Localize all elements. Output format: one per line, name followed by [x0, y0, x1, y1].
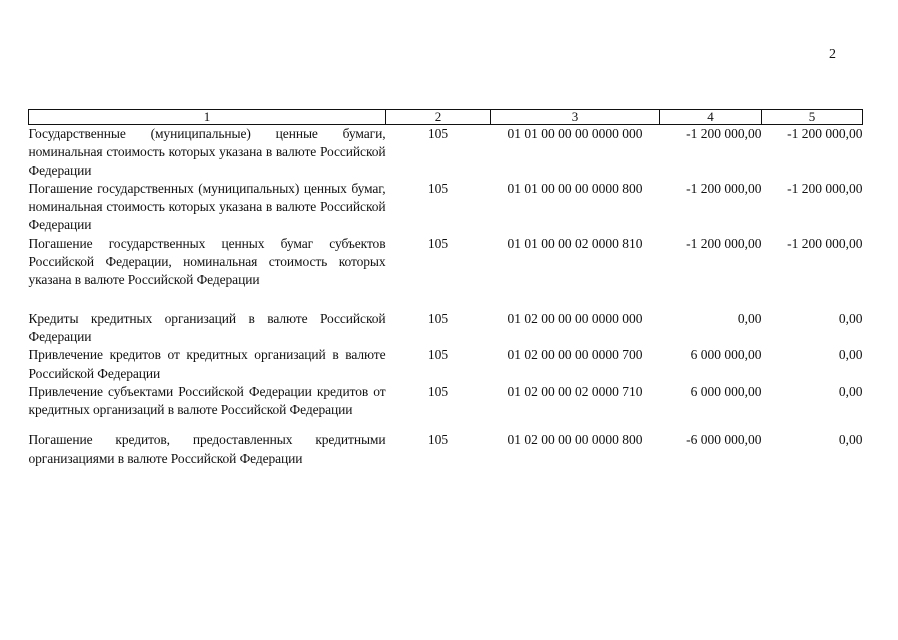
- row-budget-code: 01 02 00 00 00 0000 700: [507, 347, 643, 363]
- table-row: [29, 431, 863, 468]
- row-sum-year-1: 6 000 000,00: [690, 383, 762, 399]
- table-row: [29, 125, 863, 180]
- budget-sources-table: [28, 109, 863, 468]
- table-row: [29, 310, 863, 347]
- row-admin-code: 105: [427, 432, 449, 448]
- row-sum-year-2: -1 200 000,00: [787, 180, 863, 196]
- row-admin-code: 105: [427, 347, 449, 363]
- row-sum-year-2: 0,00: [838, 347, 863, 363]
- row-budget-code: 01 01 00 00 02 0000 810: [507, 235, 643, 251]
- row-sum-year-1: 6 000 000,00: [690, 347, 762, 363]
- row-admin-code: 105: [427, 310, 449, 326]
- row-sum-year-2: -1 200 000,00: [787, 126, 863, 141]
- row-admin-code: 105: [427, 126, 449, 141]
- spacer-row: [29, 419, 863, 431]
- column-number-2: 2: [386, 110, 491, 125]
- column-number-header-row: [29, 110, 863, 125]
- row-name: Погашение кредитов, предоставленных кредитными организациями в валюте Российской Федерации: [28, 432, 386, 466]
- table-row: [29, 180, 863, 235]
- row-budget-code: 01 02 00 00 02 0000 710: [507, 383, 643, 399]
- column-number-1: 1: [29, 110, 386, 125]
- row-name: Привлечение субъектами Российской Федерации кредитов от кредитных организаций в валюте Российской Федерации: [28, 383, 386, 418]
- row-sum-year-1: 0,00: [737, 310, 762, 326]
- table-row: [29, 383, 863, 420]
- row-sum-year-1: -1 200 000,00: [686, 126, 762, 141]
- row-name: Погашение государственных ценных бумаг субъектов Российской Федерации, номинальная стоимость которых указана в валюте Российской Федерации: [28, 235, 386, 288]
- column-number-3: 3: [491, 110, 660, 125]
- column-number-5: 5: [762, 110, 863, 125]
- page-number: 2: [829, 47, 836, 62]
- row-sum-year-1: -1 200 000,00: [686, 235, 762, 251]
- row-name: Государственные (муниципальные) ценные бумаги, номинальная стоимость которых указана в валюте Российской Федерации: [28, 126, 386, 178]
- row-budget-code: 01 02 00 00 00 0000 000: [507, 310, 643, 326]
- row-sum-year-2: 0,00: [838, 383, 863, 399]
- row-name: Погашение государственных (муниципальных) ценных бумаг, номинальная стоимость которых указана в валюте Российской Федерации: [28, 180, 386, 233]
- row-admin-code: 105: [427, 235, 449, 251]
- row-sum-year-1: -6 000 000,00: [686, 432, 762, 448]
- spacer-row: [29, 290, 863, 310]
- row-admin-code: 105: [427, 383, 449, 399]
- column-number-4: 4: [660, 110, 762, 125]
- row-sum-year-2: 0,00: [838, 310, 863, 326]
- row-budget-code: 01 02 00 00 00 0000 800: [507, 432, 643, 448]
- row-sum-year-1: -1 200 000,00: [686, 180, 762, 196]
- table-row: [29, 235, 863, 290]
- table-row: [29, 346, 863, 383]
- row-budget-code: 01 01 00 00 00 0000 800: [507, 180, 643, 196]
- row-sum-year-2: 0,00: [838, 432, 863, 448]
- row-sum-year-2: -1 200 000,00: [787, 235, 863, 251]
- row-admin-code: 105: [427, 180, 449, 196]
- row-budget-code: 01 01 00 00 00 0000 000: [507, 126, 643, 141]
- row-name: Привлечение кредитов от кредитных организаций в валюте Российской Федерации: [28, 347, 386, 381]
- row-name: Кредиты кредитных организаций в валюте Российской Федерации: [28, 310, 386, 344]
